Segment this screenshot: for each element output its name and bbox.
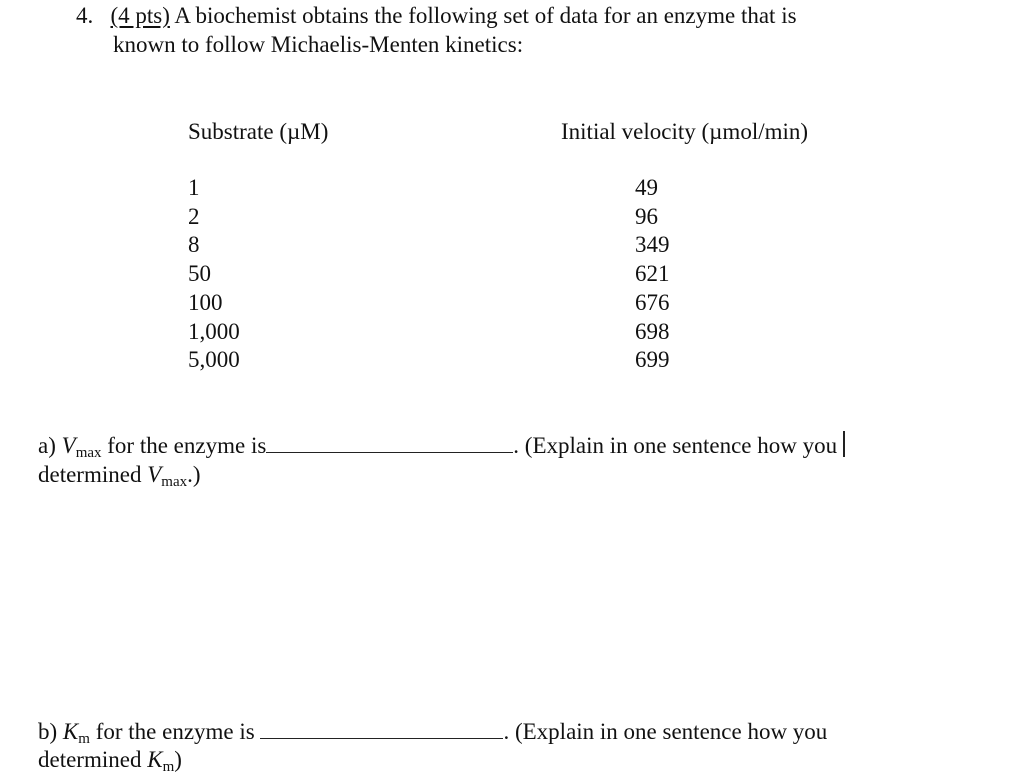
table-cell-velocity: 621 xyxy=(635,261,670,287)
part-b-explain: . (Explain in one sentence how you xyxy=(503,719,828,744)
table-cell-substrate: 100 xyxy=(188,289,223,315)
vmax-answer-blank[interactable] xyxy=(266,434,513,453)
part-b-line2-text: determined xyxy=(38,747,142,772)
table-cell-substrate: 1,000 xyxy=(188,318,240,344)
velocity-header: Initial velocity (µmol/min) xyxy=(561,119,809,144)
part-b-text: for the enzyme is xyxy=(95,719,255,744)
km-symbol-2: Km xyxy=(147,747,175,775)
part-a-line-2 xyxy=(38,461,201,492)
question-line-1 xyxy=(76,2,797,30)
question-number: 4. xyxy=(76,3,94,28)
table-cell-substrate: 8 xyxy=(188,232,200,258)
table-cell-substrate: 50 xyxy=(188,261,211,287)
part-a-explain: . (Explain in one sentence how you xyxy=(513,433,838,458)
table-cell-substrate: 2 xyxy=(188,203,200,229)
vmax-symbol-2: Vmax xyxy=(147,462,188,490)
text-cursor xyxy=(843,431,845,457)
part-a-label: a) xyxy=(38,433,56,458)
velocity-column xyxy=(635,174,670,375)
part-a-line2-close: .) xyxy=(187,462,201,487)
question-intro-line2: known to follow Michaelis-Menten kinetics: xyxy=(113,32,524,57)
table-cell-velocity: 699 xyxy=(635,347,670,373)
substrate-header: Substrate (µM) xyxy=(188,119,329,144)
table-cell-velocity: 349 xyxy=(635,232,670,258)
part-b-label: b) xyxy=(38,719,58,744)
part-b-line-2 xyxy=(38,746,182,777)
question-intro-text: A biochemist obtains the following set of data for an enzyme that is xyxy=(174,3,797,28)
part-a-text: for the enzyme is xyxy=(107,433,267,458)
table-cell-velocity: 676 xyxy=(635,289,670,315)
question-points: (4 pts) xyxy=(110,3,170,28)
part-b-line-1 xyxy=(38,718,827,749)
km-answer-blank[interactable] xyxy=(260,720,503,739)
part-b-line2-close: ) xyxy=(174,747,182,772)
table-cell-velocity: 698 xyxy=(635,318,670,344)
part-a-line-1 xyxy=(38,431,845,463)
part-a-line2-text: determined xyxy=(38,462,142,487)
question-line-2 xyxy=(113,31,523,59)
km-symbol: Km xyxy=(62,719,90,747)
table-cell-velocity: 96 xyxy=(635,203,658,229)
table-cell-velocity: 49 xyxy=(635,175,658,200)
table-cell-substrate: 5,000 xyxy=(188,347,240,373)
vmax-symbol: Vmax xyxy=(61,433,102,461)
substrate-column xyxy=(188,174,240,375)
table-cell-substrate: 1 xyxy=(188,175,200,200)
